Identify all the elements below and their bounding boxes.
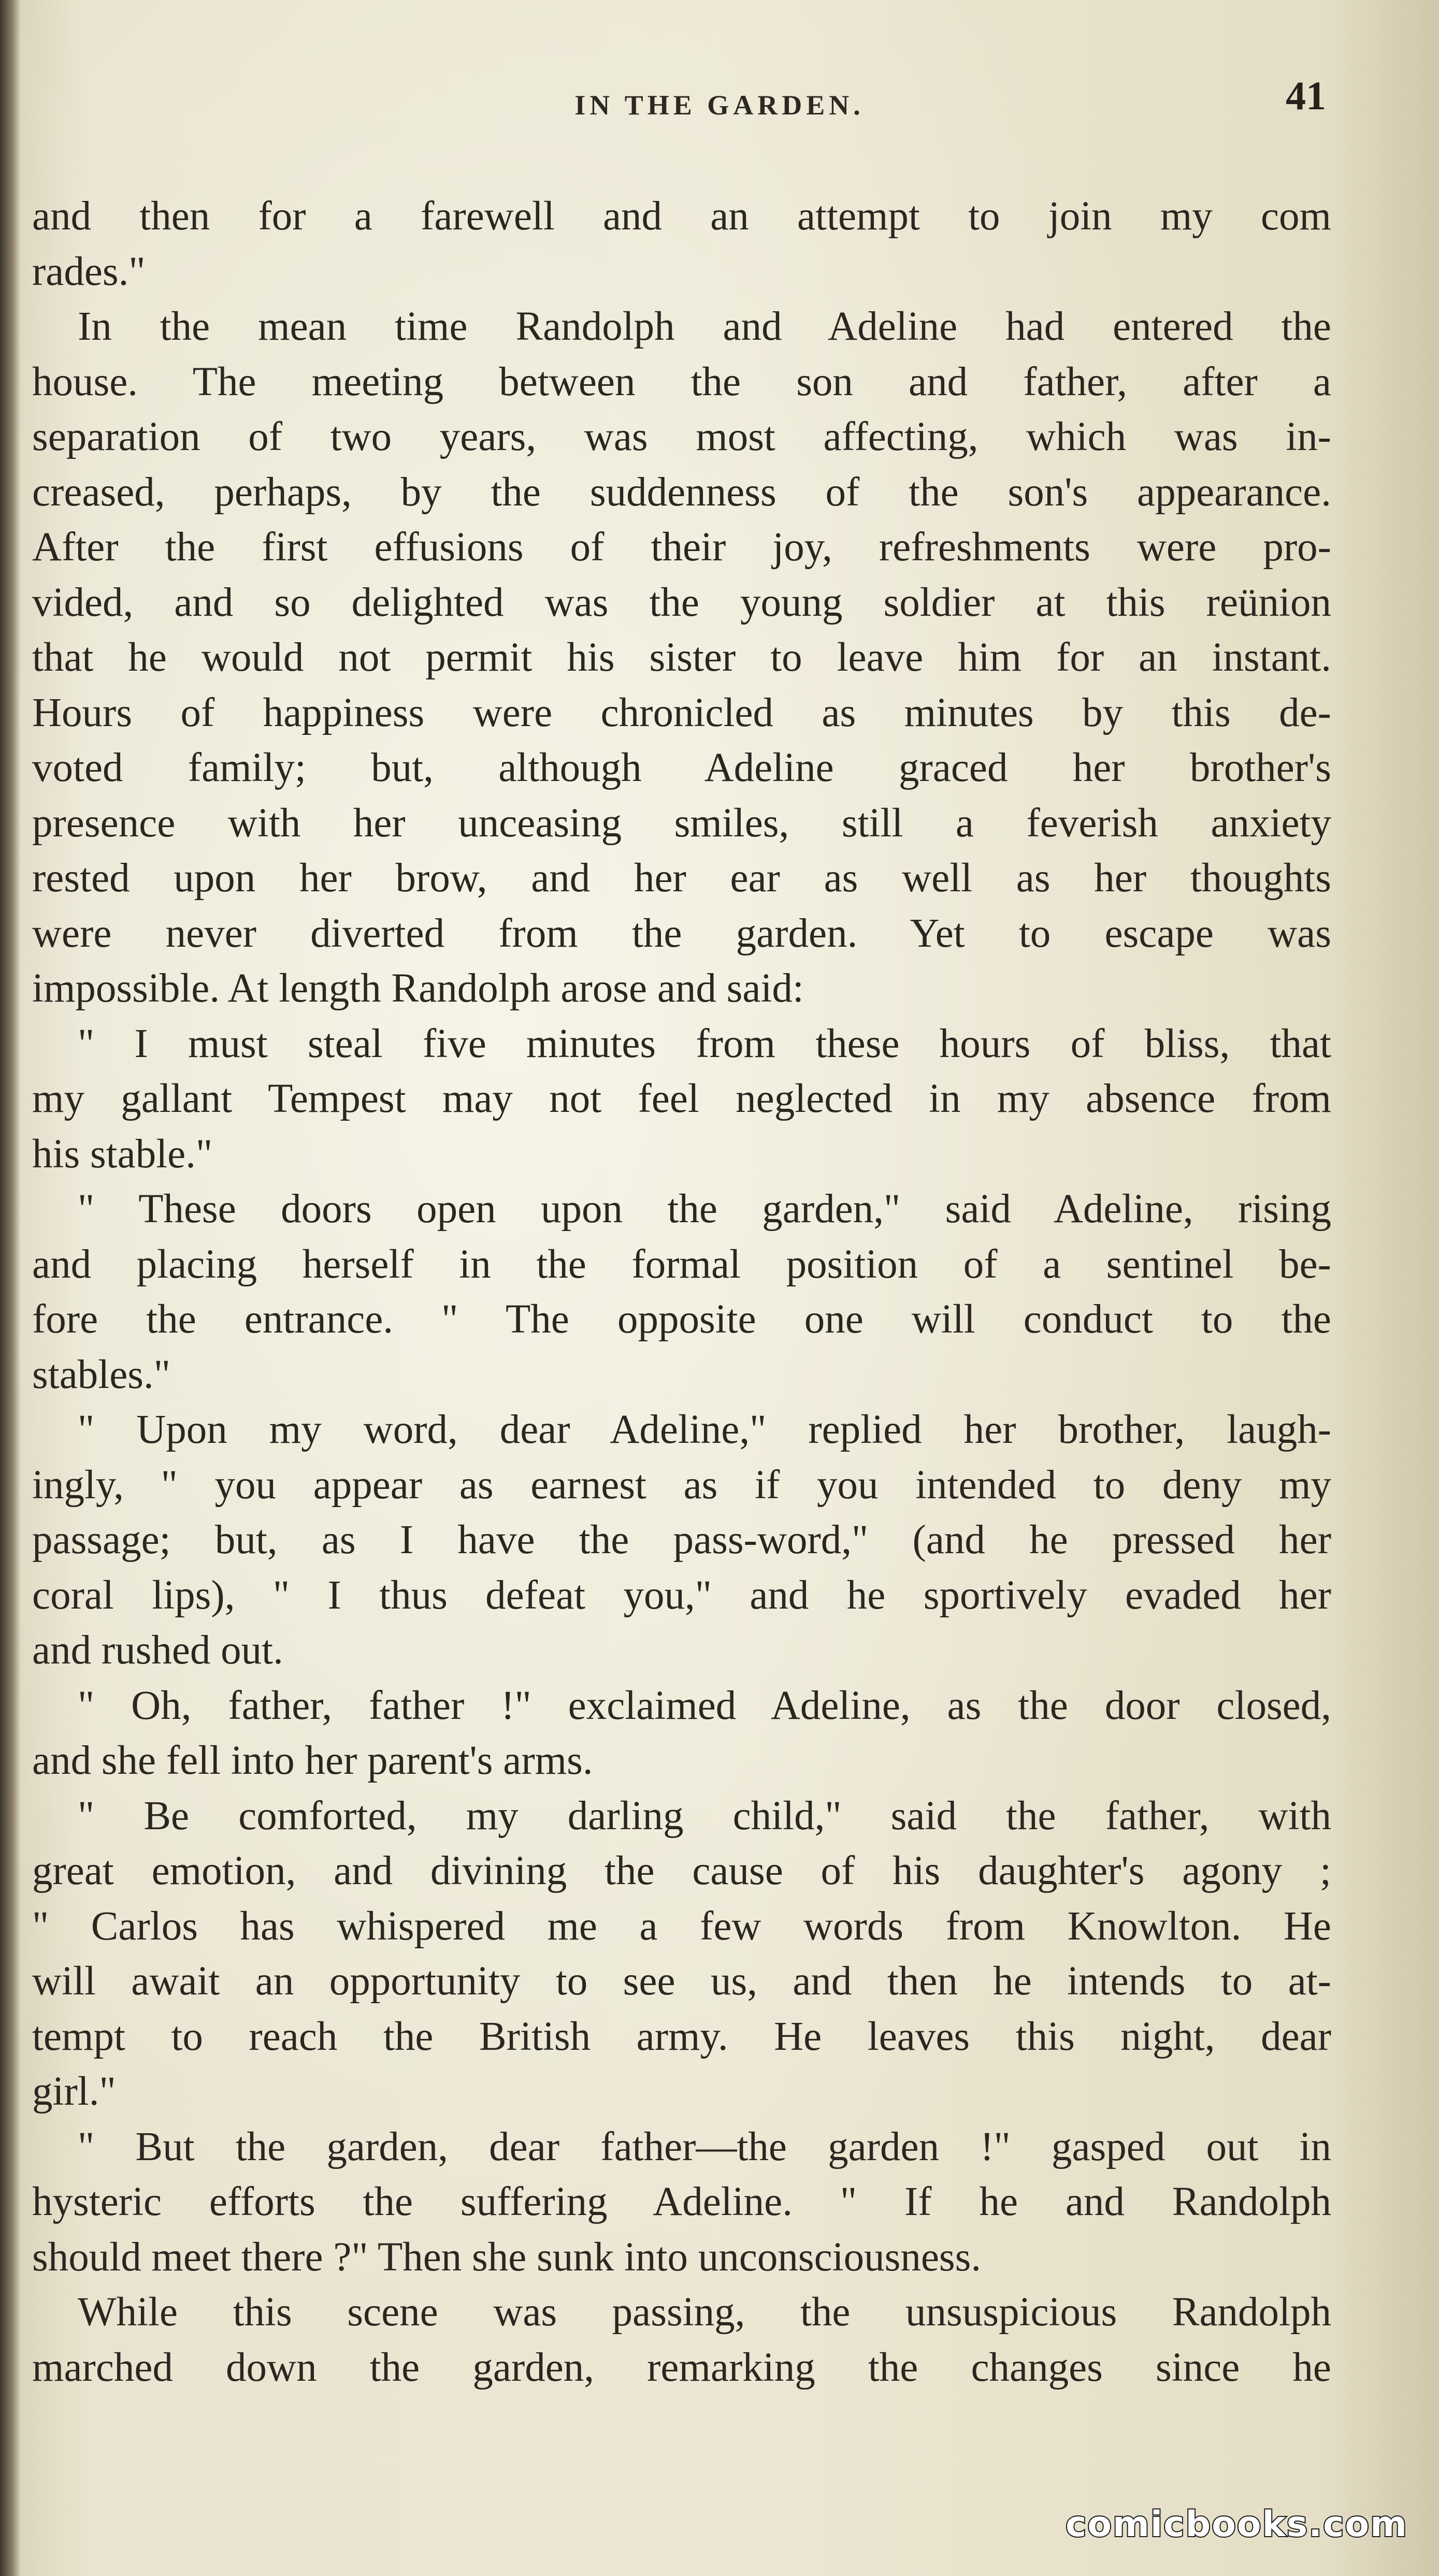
text-line: After the first effusions of their joy, refreshments were pro- xyxy=(32,525,1331,570)
text-line: should meet there ?" Then she sunk into unconsciousness. xyxy=(32,2234,982,2280)
text-line: great emotion, and divining the cause of his daughter's agony ; xyxy=(32,1848,1331,1893)
text-line: vided, and so delighted was the young soldier at this reünion xyxy=(32,580,1331,625)
text-line: " These doors open upon the garden," said Adeline, rising xyxy=(78,1186,1331,1232)
text-line: " Upon my word, dear Adeline," replied her brother, laugh- xyxy=(78,1407,1331,1452)
text-line: voted family; but, although Adeline graced her brother's xyxy=(32,745,1331,790)
text-line: " Be comforted, my darling child," said the father, with xyxy=(78,1793,1331,1839)
text-line: will await an opportunity to see us, and then he intends to at- xyxy=(32,1959,1331,2004)
text-line: While this scene was passing, the unsuspicious Randolph xyxy=(78,2290,1331,2335)
text-line: my gallant Tempest may not feel neglected in my absence from xyxy=(32,1076,1331,1121)
text-line: girl." xyxy=(32,2069,116,2114)
text-line: fore the entrance. " The opposite one will conduct to the xyxy=(32,1297,1331,1342)
text-line: Hours of happiness were chronicled as minutes by this de- xyxy=(32,690,1331,735)
text-line: rades." xyxy=(32,249,146,294)
text-line: creased, perhaps, by the suddenness of the son's appearance. xyxy=(32,469,1331,515)
text-line: and placing herself in the formal position of a sentinel be- xyxy=(32,1241,1331,1287)
page-gutter-shadow xyxy=(0,0,21,2576)
text-line: presence with her unceasing smiles, still a feverish anxiety xyxy=(32,800,1331,846)
running-head: IN THE GARDEN. xyxy=(574,90,865,121)
text-line: " Carlos has whispered me a few words from Knowlton. He xyxy=(32,1903,1331,1949)
page-number: 41 xyxy=(1286,73,1326,118)
text-line: marched down the garden, remarking the changes since he xyxy=(32,2345,1331,2390)
text-line: his stable." xyxy=(32,1131,213,1177)
text-line: and rushed out. xyxy=(32,1628,283,1673)
text-line: coral lips), " I thus defeat you," and he sportively evaded her xyxy=(32,1572,1331,1618)
text-line: house. The meeting between the son and father, after a xyxy=(32,359,1331,404)
text-line: rested upon her brow, and her ear as well as her thoughts xyxy=(32,856,1331,901)
text-line: separation of two years, was most affecting, which was in- xyxy=(32,414,1331,459)
body-text xyxy=(32,189,1331,2395)
text-line: tempt to reach the British army. He leaves this night, dear xyxy=(32,2014,1331,2059)
text-line: stables." xyxy=(32,1352,171,1397)
text-line: " Oh, father, father !" exclaimed Adeline, as the door closed, xyxy=(78,1683,1331,1728)
text-line: In the mean time Randolph and Adeline had entered the xyxy=(78,304,1331,349)
text-line: " I must steal five minutes from these hours of bliss, that xyxy=(78,1021,1331,1066)
text-line: ingly, " you appear as earnest as if you intended to deny my xyxy=(32,1462,1331,1508)
text-line: passage; but, as I have the pass-word," (and he pressed her xyxy=(32,1517,1331,1562)
watermark-logo: comicbooks.com xyxy=(1065,2504,1408,2545)
text-line: were never diverted from the garden. Yet to escape was xyxy=(32,910,1331,956)
text-line: hysteric efforts the suffering Adeline. " If he and Randolph xyxy=(32,2179,1331,2224)
text-line: that he would not permit his sister to leave him for an instant. xyxy=(32,635,1331,680)
text-line: impossible. At length Randolph arose and said: xyxy=(32,966,804,1011)
text-line: and she fell into her parent's arms. xyxy=(32,1738,593,1783)
text-line: and then for a farewell and an attempt to join my com xyxy=(32,194,1331,239)
text-line: " But the garden, dear father—the garden !" gasped out in xyxy=(78,2124,1331,2169)
